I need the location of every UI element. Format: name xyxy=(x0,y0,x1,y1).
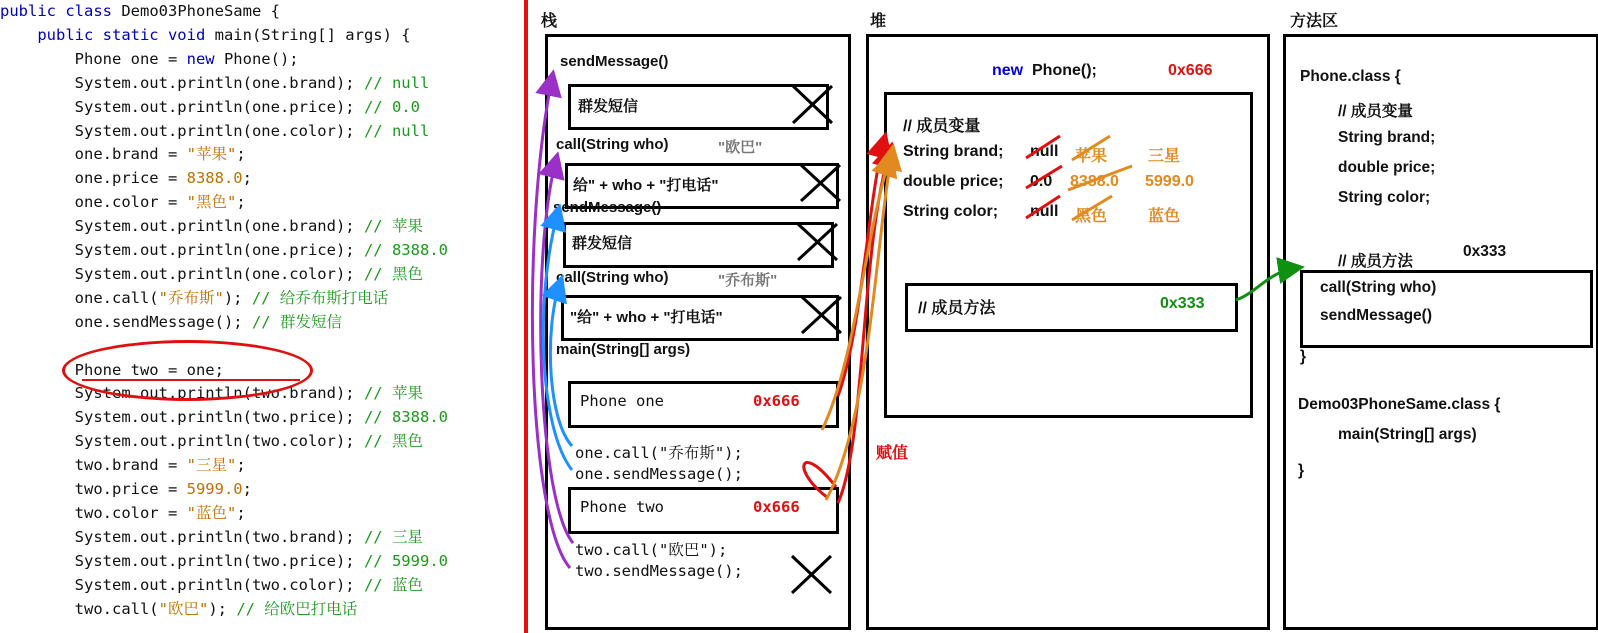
code-line: System.out.println(one.brand); // null xyxy=(0,73,430,92)
code-line: one.brand = "苹果"; xyxy=(0,145,246,164)
ma-demo-class-close: } xyxy=(1298,462,1305,479)
code-panel xyxy=(0,0,528,633)
code-line: public class Demo03PhoneSame { xyxy=(0,2,280,20)
heap-field-2-v1: null xyxy=(1030,203,1059,220)
code-line: System.out.println(one.color); // 黑色 xyxy=(0,264,423,283)
stack-var-value-one: 0x666 xyxy=(753,392,800,410)
code-line: one.color = "黑色"; xyxy=(0,193,246,212)
ma-member-method-comment: // 成员方法 xyxy=(1338,253,1413,270)
ma-demo-main: main(String[] args) xyxy=(1338,426,1477,443)
code-line: two.call("欧巴"); // 给欧巴打电话 xyxy=(0,599,358,618)
heap-title: 堆 xyxy=(870,13,887,30)
heap-field-2-name: String color; xyxy=(903,203,999,220)
code-line: Phone one = new Phone(); xyxy=(0,49,299,68)
code-line: System.out.println(two.color); // 蓝色 xyxy=(0,575,423,594)
stack-frame-body-3: "给" + who + "打电话" xyxy=(570,309,723,326)
code-line: two.brand = "三星"; xyxy=(0,456,246,475)
stack-frame-body-2: 群发短信 xyxy=(572,235,633,252)
stack-frame-label-4: main(String[] args) xyxy=(556,341,691,358)
heap-field-1-v3: 5999.0 xyxy=(1145,173,1194,190)
heap-field-2-v2: 黑色 xyxy=(1075,208,1108,225)
code-line: System.out.println(two.color); // 黑色 xyxy=(0,432,423,451)
stack-frame-arg-3: "乔布斯" xyxy=(718,272,778,289)
ma-member-var-comment: // 成员变量 xyxy=(1338,103,1413,120)
heap-member-method-comment: // 成员方法 xyxy=(918,300,996,317)
heap-field-0-name: String brand; xyxy=(903,143,1004,160)
stack-call-2: two.call("欧巴"); xyxy=(575,541,728,559)
stack-frame-label-0: sendMessage() xyxy=(560,53,669,70)
ma-phone-class-close: } xyxy=(1300,348,1307,365)
code-line: one.price = 8388.0; xyxy=(0,169,252,188)
stack-title: 栈 xyxy=(541,13,558,30)
code-line: System.out.println(two.price); // 5999.0 xyxy=(0,551,448,570)
heap-object-box xyxy=(884,92,1253,418)
ma-phone-class-open: Phone.class { xyxy=(1300,68,1401,85)
stack-frame-label-2: sendMessage() xyxy=(553,199,662,216)
ma-method-0: call(String who) xyxy=(1320,279,1437,296)
heap-field-0-v2: 苹果 xyxy=(1075,148,1108,165)
vertical-divider xyxy=(524,0,528,633)
heap-new-type: Phone(); xyxy=(1032,62,1097,79)
stack-call-0: one.call("乔布斯"); xyxy=(575,444,743,462)
heap-method-address: 0x333 xyxy=(1160,295,1205,312)
ma-field-0: String brand; xyxy=(1338,129,1436,146)
heap-field-2-v3: 蓝色 xyxy=(1148,208,1181,225)
stack-frame-label-3: call(String who) xyxy=(556,269,669,286)
code-line: System.out.println(one.price); // 8388.0 xyxy=(0,241,448,259)
code-line: public static void main(String[] args) { xyxy=(0,25,411,44)
stack-frame-arg-1: "欧巴" xyxy=(718,139,763,156)
stack-var-name-two: Phone two xyxy=(580,498,664,516)
code-line: Phone two = one; xyxy=(0,360,224,379)
stack-var-value-two: 0x666 xyxy=(753,498,800,516)
highlight-ellipse xyxy=(62,340,313,401)
heap-field-0-v1: null xyxy=(1030,143,1059,160)
code-line: System.out.println(one.brand); // 苹果 xyxy=(0,217,423,236)
heap-new-keyword: new xyxy=(992,62,1024,79)
ma-demo-class-open: Demo03PhoneSame.class { xyxy=(1298,396,1501,413)
ma-field-2: String color; xyxy=(1338,189,1431,206)
code-line: two.color = "蓝色"; xyxy=(0,503,246,522)
method-area-title: 方法区 xyxy=(1290,13,1339,30)
heap-field-1-v1: 0.0 xyxy=(1030,173,1053,190)
heap-field-1-v2: 8388.0 xyxy=(1070,173,1119,190)
code-line: System.out.println(two.price); // 8388.0 xyxy=(0,408,448,427)
stack-call-3: two.sendMessage(); xyxy=(575,562,743,580)
code-line: System.out.println(two.brand); // 三星 xyxy=(0,527,423,546)
stack-var-name-one: Phone one xyxy=(580,392,664,410)
heap-field-0-v3: 三星 xyxy=(1148,148,1181,165)
heap-member-var-comment: // 成员变量 xyxy=(903,118,981,135)
stack-frame-body-0: 群发短信 xyxy=(578,98,639,115)
stack-frame-body-1: 给" + who + "打电话" xyxy=(573,177,719,194)
code-line: one.call("乔布斯"); // 给乔布斯打电话 xyxy=(0,288,389,307)
code-line: System.out.println(one.color); // null xyxy=(0,121,430,140)
code-line: System.out.println(two.brand); // 苹果 xyxy=(0,384,423,403)
heap-object-address: 0x666 xyxy=(1168,62,1213,79)
ma-method-address: 0x333 xyxy=(1463,243,1507,260)
stack-frame-label-1: call(String who) xyxy=(556,136,669,153)
code-line: two.price = 5999.0; xyxy=(0,480,252,498)
code-line: System.out.println(one.price); // 0.0 xyxy=(0,97,420,116)
stack-call-1: one.sendMessage(); xyxy=(575,465,743,483)
assign-label: 赋值 xyxy=(876,445,909,462)
code-line: one.sendMessage(); // 群发短信 xyxy=(0,312,342,331)
ma-field-1: double price; xyxy=(1338,159,1436,176)
heap-field-1-name: double price; xyxy=(903,173,1004,190)
ma-method-1: sendMessage() xyxy=(1320,307,1432,324)
